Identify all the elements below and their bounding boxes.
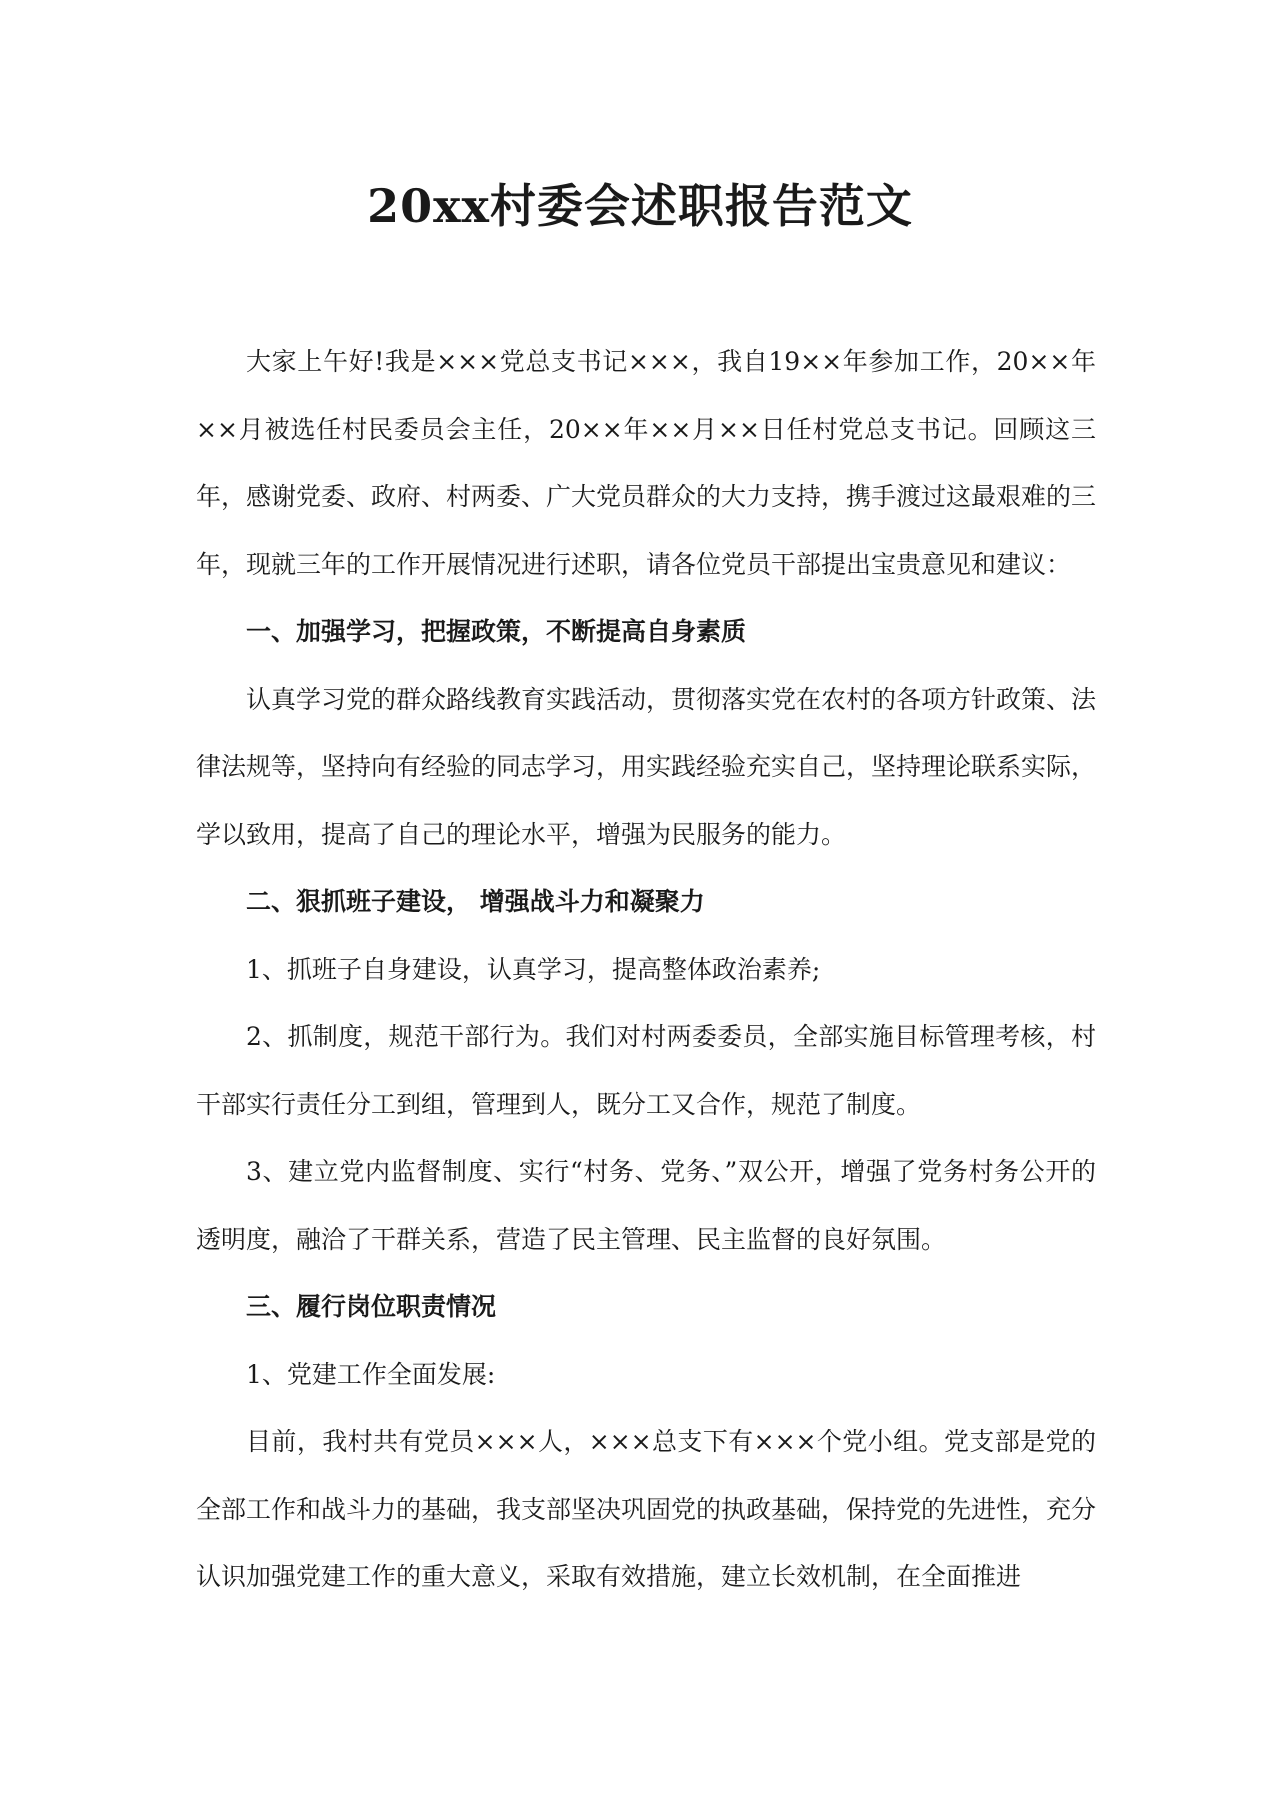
section-heading-2: 二、狠抓班子建设， 增强战斗力和凝聚力 [246, 887, 705, 916]
section-heading-1: 一、加强学习，把握政策，不断提高自身素质 [246, 617, 747, 646]
document-body [196, 328, 1096, 1611]
paragraph-study: 认真学习党的群众路线教育实践活动，贯彻落实党在农村的各项方针政策、法律法规等，坚持向有经验的同志学习，用实践经验充实自己，坚持理论联系实际，学以致用，提高了自己的理论水平，增强为民服务的能力。 [196, 684, 1097, 849]
section-heading-3: 三、履行岗位职责情况 [246, 1292, 497, 1321]
paragraph-item-3: 3、建立党内监督制度、实行“村务、党务、”双公开，增强了党务村务公开的透明度，融洽了干群关系，营造了民主管理、民主监督的良好氛围。 [196, 1157, 1096, 1254]
paragraph-item-2: 2、抓制度，规范干部行为。我们对村两委委员，全部实施目标管理考核，村干部实行责任分工到组，管理到人，既分工又合作，规范了制度。 [196, 1022, 1096, 1119]
document-title: 20xx村委会述职报告范文 [367, 179, 913, 233]
paragraph-intro: 大家上午好!我是×××党总支书记×××，我自19××年参加工作，20××年××月被选任村民委员会主任，20××年××月××日任村党总支书记。回顾这三年，感谢党委、政府、村两委、广大党员群众的大力支持，携手渡过这最艰难的三年，现就三年的工作开展情况进行述职，请各位党员干部提出宝贵意见和建议： [196, 347, 1097, 579]
paragraph-party-building: 目前，我村共有党员×××人，×××总支下有×××个党小组。党支部是党的全部工作和战斗力的基础，我支部坚决巩固党的执政基础，保持党的先进性，充分认识加强党建工作的重大意义，采取有效措施，建立长效机制，在全面推进 [196, 1427, 1097, 1591]
paragraph-item-1: 1、抓班子自身建设，认真学习，提高整体政治素养; [246, 954, 821, 984]
paragraph-party-building-title: 1、党建工作全面发展: [246, 1359, 496, 1389]
